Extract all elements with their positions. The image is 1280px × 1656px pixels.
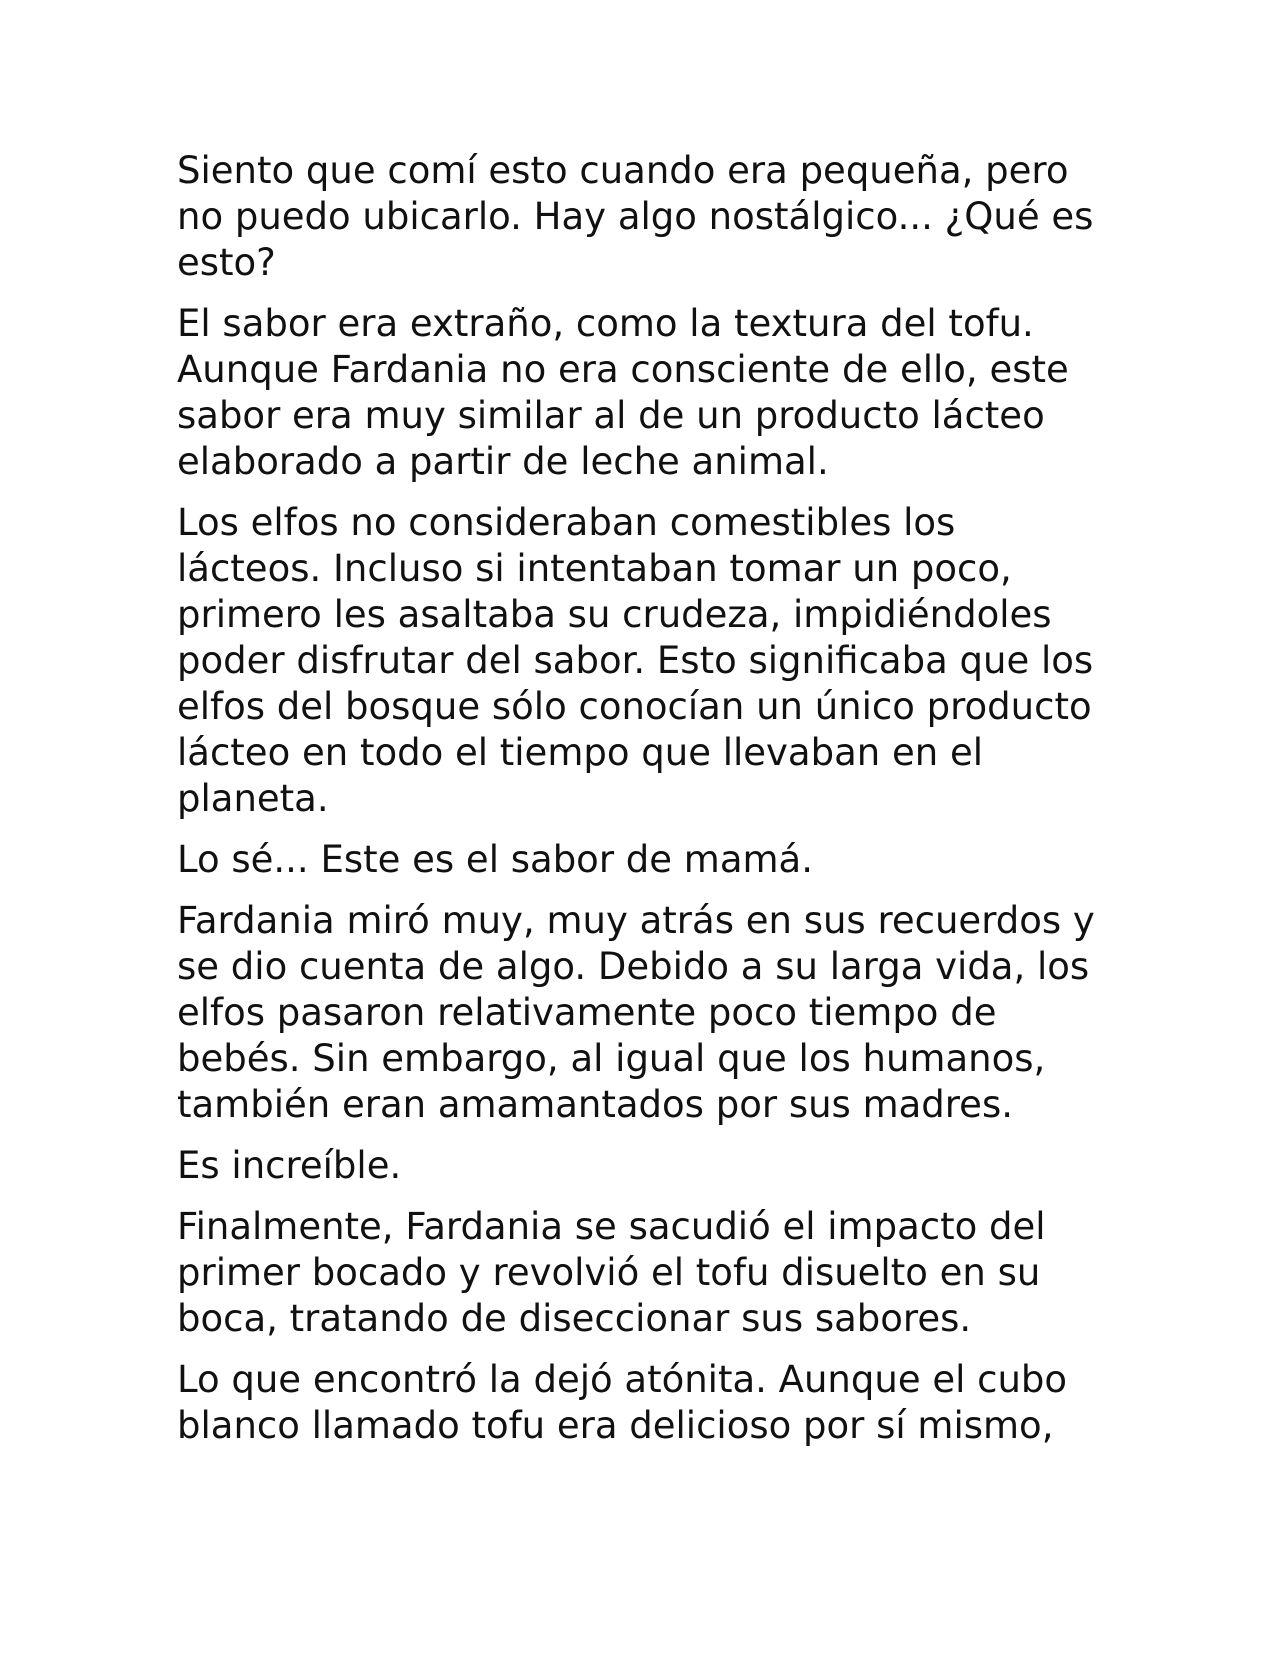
paragraph-2: El sabor era extraño, como la textura del tofu. Aunque Fardania no era consciente de ello, este sabor era muy similar al de un producto lácteo elaborado a partir de leche animal.: [177, 302, 1069, 483]
text-body: [177, 148, 1097, 1464]
paragraph-3: Los elfos no consideraban comestibles los lácteos. Incluso si intentaban tomar un poco, primero les asaltaba su crudeza, impidiéndoles poder disfrutar del sabor. Esto significaba que los elfos del bosque sólo conocían un único producto lácteo en todo el tiempo que llevaban en el planeta.: [177, 501, 1094, 820]
paragraph-7: Finalmente, Fardania se sacudió el impacto del primer bocado y revolvió el tofu disuelto en su boca, tratando de diseccionar sus sabores.: [177, 1205, 1046, 1340]
paragraph-6: Es increíble.: [177, 1144, 402, 1187]
paragraph-8: Lo que encontró la dejó atónita. Aunque el cubo blanco llamado tofu era delicioso por sí mismo,: [177, 1358, 1068, 1447]
paragraph-5: Fardania miró muy, muy atrás en sus recuerdos y se dio cuenta de algo. Debido a su larga vida, los elfos pasaron relativamente poco tiempo de bebés. Sin embargo, al igual que los humanos, también eran amamantados por sus madres.: [177, 899, 1095, 1126]
paragraph-4: Lo sé... Este es el sabor de mamá.: [177, 838, 813, 881]
paragraph-1: Siento que comí esto cuando era pequeña, pero no puedo ubicarlo. Hay algo nostálgico... ¿Qué es esto?: [177, 149, 1094, 284]
